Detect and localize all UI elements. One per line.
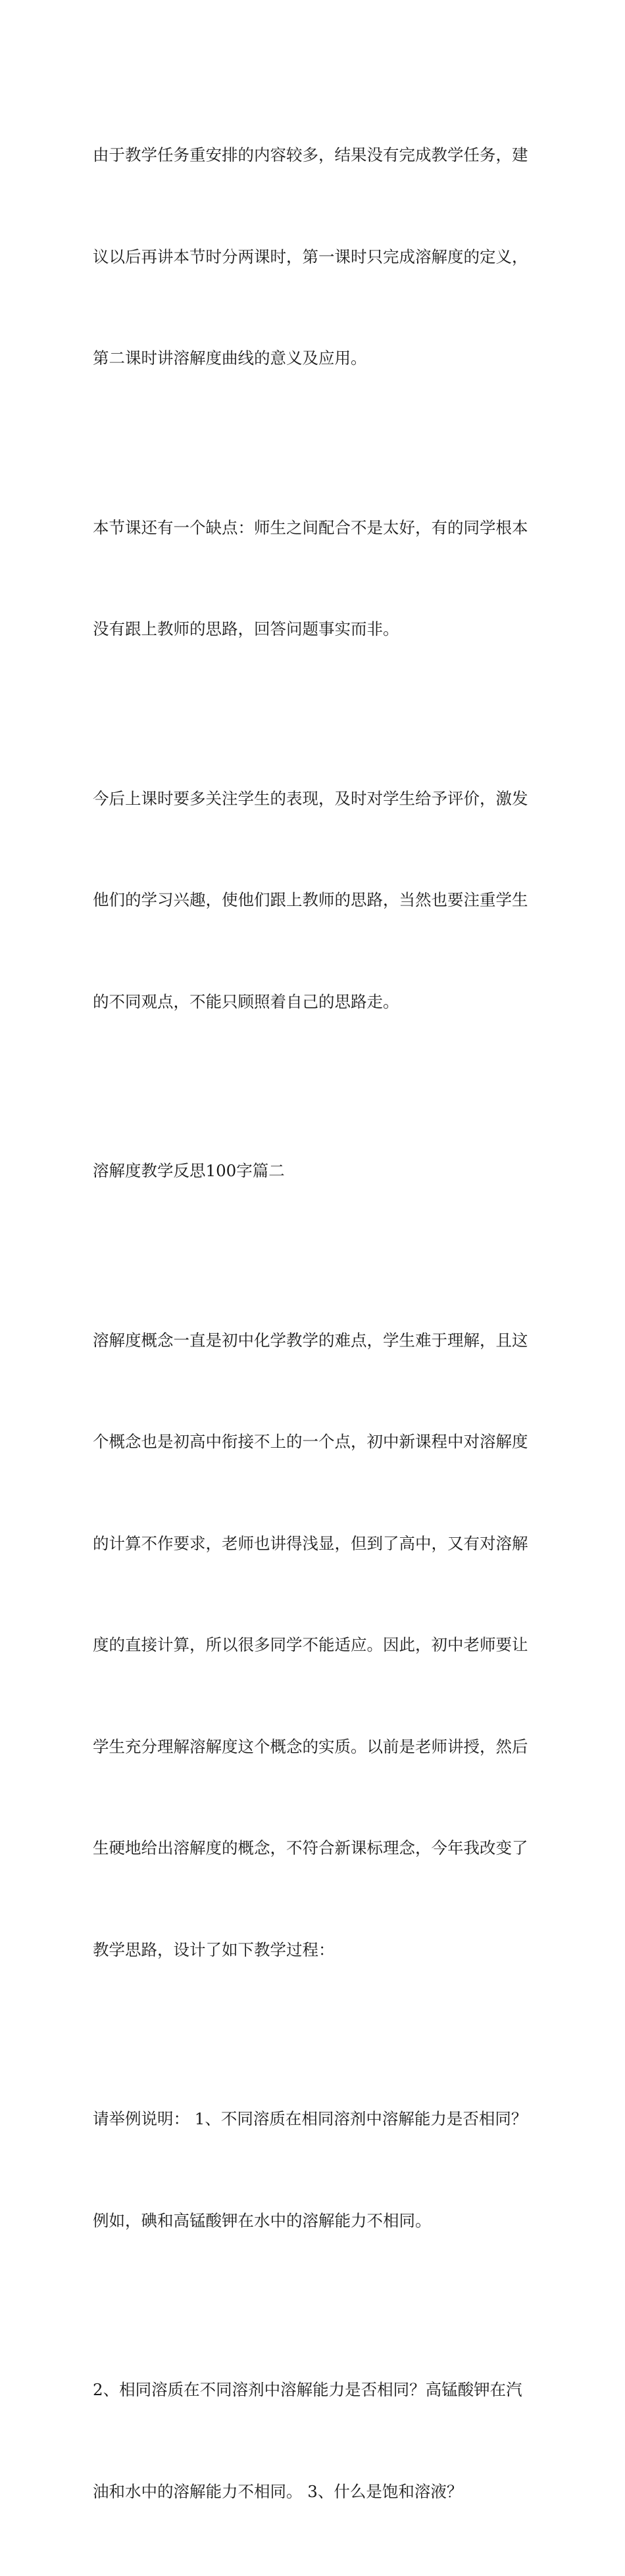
text-line: 由于教学任务重安排的内容较多，结果没有完成教学任务，建 [93,145,528,164]
text-line: 学生充分理解溶解度这个概念的实质。以前是老师讲授，然后 [93,1736,528,1756]
text-line: 溶解度概念一直是初中化学教学的难点，学生难于理解，且这 [93,1330,528,1350]
section-heading [93,1086,540,1256]
text-line: 没有跟上教师的思路，回答问题事实而非。 [93,619,399,638]
text-line: 油和水中的溶解能力不相同。 3、什么是饱和溶液？ [93,2481,463,2501]
paragraph-question-2-3 [93,2305,540,2576]
text-line: 2、相同溶质在不同溶剂中溶解能力是否相同？高锰酸钾在汽 [93,2380,522,2399]
text-line: 例如，碘和高锰酸钾在水中的溶解能力不相同。 [93,2210,432,2230]
paragraph-shortcoming [93,443,540,714]
text-line: 请举例说明： 1、不同溶质在相同溶剂中溶解能力是否相同？ [93,2109,528,2128]
text-line: 教学思路，设计了如下教学过程： [93,1940,335,1959]
text-line: 的不同观点，不能只顾照着自己的思路走。 [93,991,399,1011]
heading-line: 溶解度教学反思100字篇二 [93,1161,285,1180]
text-line: 本节课还有一个缺点：师生之间配合不是太好，有的同学根本 [93,517,528,537]
text-line: 今后上课时要多关注学生的表现，及时对学生给予评价，激发 [93,788,528,808]
paragraph-future-plan [93,714,540,1087]
text-line: 议以后再讲本节时分两课时，第一课时只完成溶解度的定义， [93,247,528,266]
text-line: 他们的学习兴趣，使他们跟上教师的思路，当然也要注重学生 [93,890,528,909]
paragraph-question-1 [93,2034,540,2305]
text-line: 个概念也是初高中衔接不上的一个点，初中新课程中对溶解度 [93,1432,528,1451]
text-line: 生硬地给出溶解度的概念，不符合新课标理念，今年我改变了 [93,1838,528,1857]
paragraph-teaching-plan [93,70,540,443]
text-line: 第二课时讲溶解度曲线的意义及应用。 [93,348,367,368]
document-body [93,70,540,2576]
paragraph-solubility-concept [93,1256,540,2035]
text-line: 度的直接计算，所以很多同学不能适应。因此，初中老师要让 [93,1635,528,1654]
text-line: 的计算不作要求，老师也讲得浅显，但到了高中，又有对溶解 [93,1533,528,1553]
